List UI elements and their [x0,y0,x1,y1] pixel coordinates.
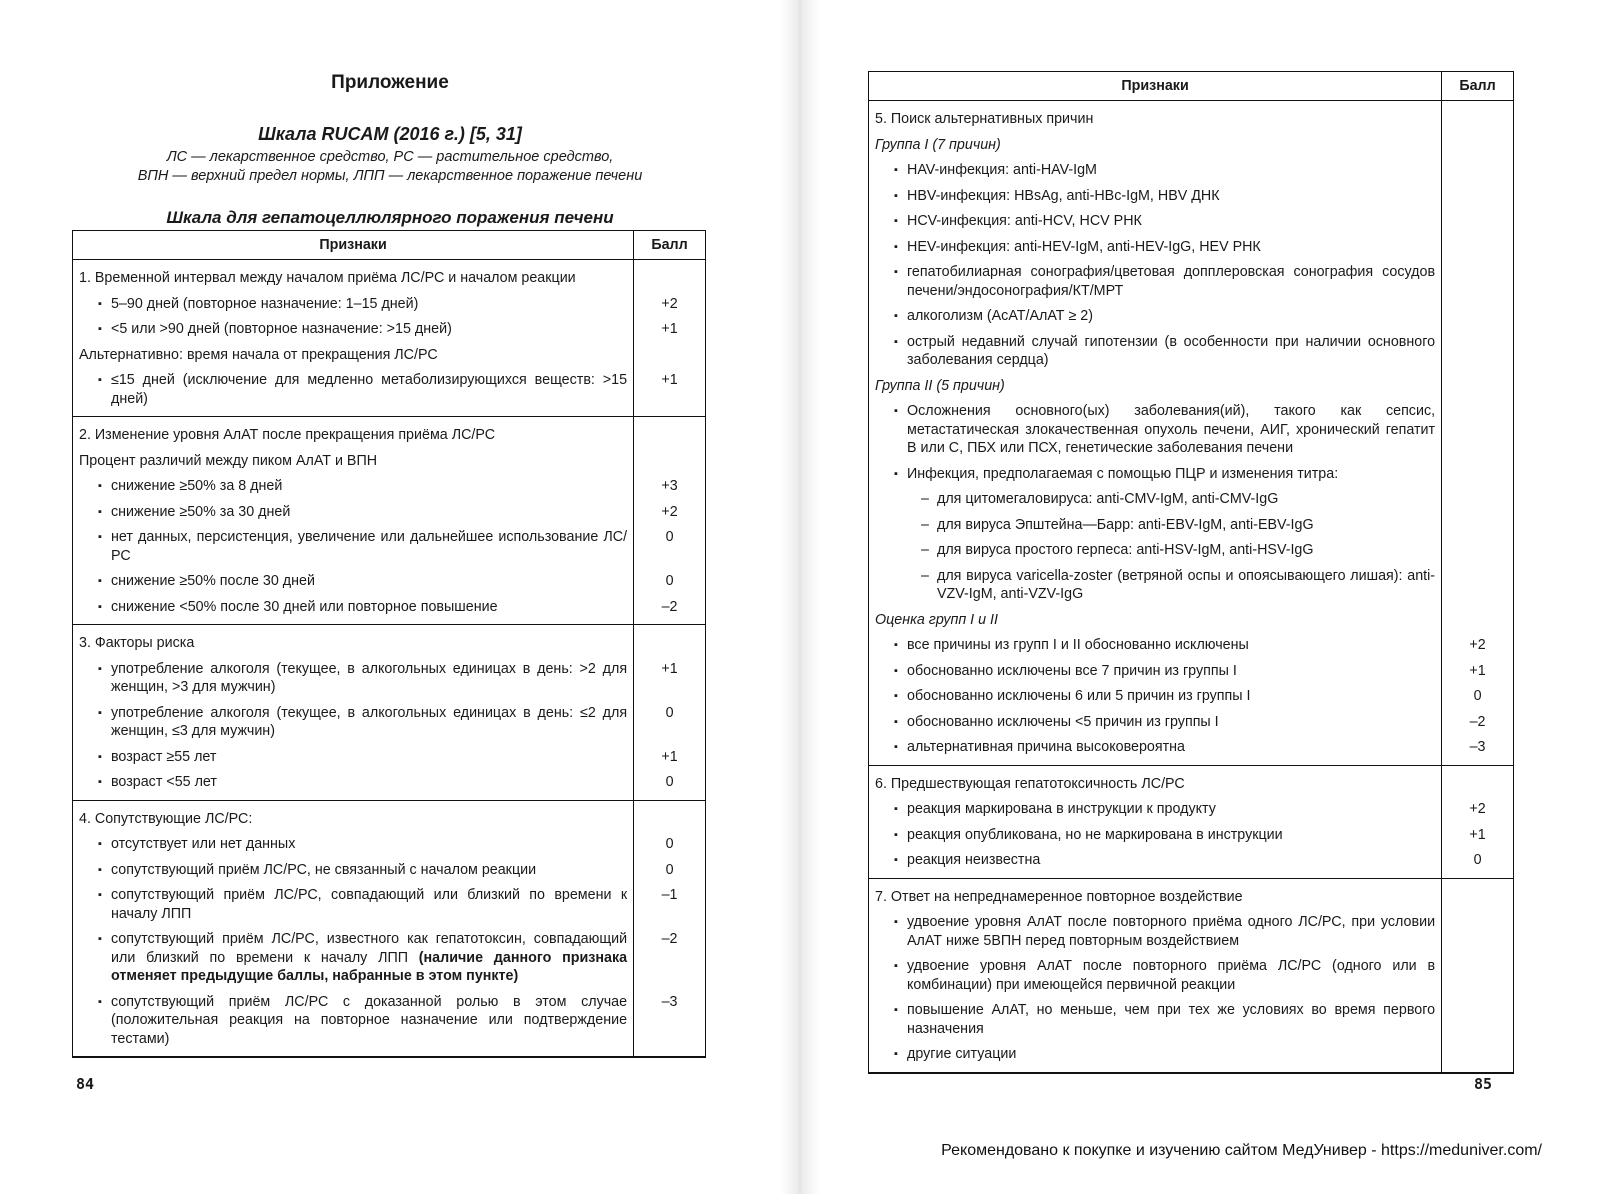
score-value: +2 [661,503,678,520]
criterion-subitem [875,564,1435,608]
score-value [1442,158,1513,184]
score-value [1442,910,1513,954]
score-value: –2 [661,931,678,947]
criterion-group [869,101,1514,766]
criterion-item [875,330,1435,374]
criterion-text: HAV-инфекция: anti-HAV-IgM [907,162,1097,178]
score-value: –3 [1469,739,1486,755]
score-value [1442,487,1513,513]
criterion-item [875,399,1435,462]
criterion-item [875,260,1435,304]
score-cell [634,625,706,801]
score-value [1442,260,1513,304]
criterion-cell [73,625,634,801]
score-value: –1 [661,887,678,903]
criterion-text: сопутствующий приём ЛС/РС, не связанный с началом реакции [111,861,537,878]
criterion-heading [875,107,1435,133]
criterion-text: Группа I (7 причин) [875,136,1001,153]
criterion-item [875,184,1435,210]
criterion-text: снижение ≥50% за 8 дней [111,478,283,494]
criterion-text: для вируса простого герпеса: anti-HSV-IgM, anti-HSV-IgG [937,542,1314,558]
abbreviations [70,148,710,186]
score-value: 0 [1473,852,1482,868]
criterion-text: сопутствующий приём ЛС/РС, известного как гепатотоксин, совпадающий или близкий по времени к началу ЛПП [111,931,628,966]
score-value [1442,133,1513,159]
table-title: Шкала для гепатоцеллюлярного поражения печени [166,208,614,227]
score-cell [634,260,706,417]
score-value: +1 [661,321,678,337]
score-cell [1442,878,1514,1073]
criterion-group [73,625,706,801]
score-value [1442,538,1513,564]
criterion-item [79,858,627,884]
score-value: +1 [1469,662,1486,679]
criterion-subitem [875,538,1435,564]
criterion-cell [73,417,634,625]
criterion-text: возраст ≥55 лет [111,748,217,765]
criterion-item [875,954,1435,998]
criterion-text: обоснованно исключены 6 или 5 причин из группы I [907,688,1251,704]
score-value: +3 [661,478,678,494]
score-value: –3 [661,993,678,1010]
score-value [1442,235,1513,261]
page-number: 84 [76,1075,95,1093]
book-gutter [780,0,820,1194]
score-value [634,343,705,369]
criterion-note: (наличие данного признака отменяет предыдущие баллы, набранные в этом пункте) [111,949,628,984]
criterion-text: <5 или >90 дней (повторное назначение: >15 дней) [111,321,452,337]
criterion-text: 3. Факторы риска [79,635,195,651]
criterion-text: Инфекция, предполагаемая с помощью ПЦР и изменения титра: [907,465,1339,482]
criterion-text: возраст <55 лет [111,774,217,790]
score-value [1442,399,1513,462]
criterion-text: 4. Сопутствующие ЛС/РС: [79,810,253,827]
criterion-item [79,317,627,343]
criterion-item [875,735,1435,761]
column-header-signs: Признаки [73,231,634,260]
criterion-item [79,525,627,569]
score-cell [634,800,706,1057]
criterion-text: снижение <50% после 30 дней или повторное повышение [111,598,498,615]
criterion-group [73,800,706,1057]
criterion-text: отсутствует или нет данных [111,836,296,852]
criterion-heading [79,631,627,657]
criterion-cell [869,765,1442,878]
criterion-text: 1. Временной интервал между началом приёма ЛС/РС и началом реакции [79,270,576,286]
criterion-text: Альтернативно: время начала от прекращения ЛС/РС [79,346,438,363]
criterion-heading [875,608,1435,634]
criterion-text: реакция маркирована в инструкции к продукту [907,801,1216,817]
criterion-text: острый недавний случай гипотензии (в особенности при наличии основного заболевания сердца) [907,333,1436,368]
abbreviations-line-1: ЛС — лекарственное средство, РС — растительное средство, [166,149,614,165]
abbreviations-line-2: ВПН — верхний предел нормы, ЛПП — лекарственное поражение печени [137,168,643,184]
criterion-heading [79,266,627,292]
criterion-item [79,927,627,990]
score-value [634,266,705,292]
criterion-text: для цитомегаловируса: anti-CMV-IgM, anti-CMV-IgG [937,491,1279,507]
column-header-score: Балл [634,231,706,260]
score-value [1442,304,1513,330]
criterion-text: обоснованно исключены все 7 причин из группы I [907,662,1237,679]
score-value: 0 [665,529,674,545]
criterion-item [875,823,1435,849]
criterion-text: все причины из групп I и II обоснованно исключены [907,637,1249,653]
criterion-item [875,710,1435,736]
criterion-item [875,910,1435,954]
criterion-item [79,832,627,858]
criterion-group [869,765,1514,878]
score-value: –2 [661,598,678,615]
criterion-subitem [875,513,1435,539]
score-value [1442,885,1513,911]
criterion-text: Осложнения основного(ых) заболевания(ий), такого как сепсис, метастатическая злокачественная опухоль печени, АИГ, хронический гепатит B или C, ПБХ или ПСХ, генетические заболевания печени [907,403,1436,456]
criterion-text: снижение ≥50% за 30 дней [111,503,291,520]
score-value [634,631,705,657]
criterion-item [79,474,627,500]
rucam-table-right [868,71,1514,1074]
score-cell [1442,765,1514,878]
page-number: 85 [1474,1075,1493,1093]
criterion-cell [869,878,1442,1073]
right-page [820,0,1600,1194]
criterion-item [79,883,627,927]
score-value: 0 [665,704,674,721]
criterion-text: HBV-инфекция: HBsAg, anti-HBc-IgM, HBV ДНК [907,187,1220,204]
criterion-text: нет данных, персистенция, увеличение или дальнейшее использование ЛС/РС [111,529,628,564]
criterion-text: для вируса Эпштейна—Барр: anti-EBV-IgM, anti-EBV-IgG [937,516,1314,533]
criterion-item [79,770,627,796]
criterion-text: для вируса varicella-zoster (ветряной оспы и опоясывающего лишая): anti-VZV-IgM, anti-VZV-IgG [937,567,1436,602]
score-cell [634,417,706,625]
criterion-item [875,304,1435,330]
criterion-heading [875,772,1435,798]
criterion-item [875,684,1435,710]
score-value: +1 [661,748,678,765]
criterion-text: удвоение уровня АлАТ после повторного приёма одного ЛС/РС, при условии АлАТ ниже 5ВПН перед повторным воздействием [907,914,1436,949]
criterion-item [875,158,1435,184]
criterion-text: 2. Изменение уровня АлАТ после прекращения приёма ЛС/РС [79,427,496,443]
score-value [1442,513,1513,539]
criterion-item [79,368,627,412]
criterion-item [79,657,627,701]
criterion-item [875,462,1435,488]
criterion-item [875,209,1435,235]
criterion-text: Оценка групп I и II [875,611,998,628]
score-value: 0 [665,861,674,878]
score-value [1442,462,1513,488]
score-value: +2 [1469,637,1486,653]
score-value [1442,107,1513,133]
score-value: +1 [661,660,678,677]
criterion-text: Группа II (5 причин) [875,377,1005,394]
score-value [1442,564,1513,608]
criterion-heading [875,133,1435,159]
left-page [0,0,780,1194]
criterion-item [875,633,1435,659]
criterion-text: ≤15 дней (исключение для медленно метаболизирующихся веществ: >15 дней) [111,372,628,407]
criterion-text: алкоголизм (АсАТ/АлАТ ≥ 2) [907,308,1093,324]
criterion-text: 5–90 дней (повторное назначение: 1–15 дней) [111,295,419,312]
criterion-group [73,260,706,417]
criterion-heading [875,885,1435,911]
score-value [1442,1042,1513,1068]
score-value [1442,374,1513,400]
footer-note: Рекомендовано к покупке и изучению сайтом МедУнивер - https://meduniver.com/ [941,1142,1542,1159]
score-value: 0 [665,573,674,589]
score-value: +2 [661,295,678,312]
criterion-item [875,1042,1435,1068]
criterion-item [875,998,1435,1042]
score-value [634,807,705,833]
criterion-text: другие ситуации [907,1046,1017,1062]
criterion-text: употребление алкоголя (текущее, в алкогольных единицах в день: >2 для женщин, >3 для мужчин) [111,660,628,695]
criterion-text: HCV-инфекция: anti-HCV, HCV РНК [907,213,1142,229]
criterion-heading [79,807,627,833]
criterion-text: 6. Предшествующая гепатотоксичность ЛС/РС [875,775,1185,792]
criterion-cell [869,101,1442,766]
criterion-item [875,659,1435,685]
criterion-heading [875,374,1435,400]
criterion-item [79,292,627,318]
criterion-text: сопутствующий приём ЛС/РС, совпадающий или близкий по времени к началу ЛПП [111,887,628,922]
score-cell [1442,101,1514,766]
criterion-cell [73,260,634,417]
score-value: 0 [665,774,674,790]
criterion-text: гепатобилиарная сонография/цветовая допплеровская сонография сосудов печени/эндосонография/КТ/МРТ [907,264,1436,299]
score-value: –2 [1469,713,1486,730]
criterion-text: альтернативная причина высоковероятна [907,739,1185,755]
criterion-text: HEV-инфекция: anti-HEV-IgM, anti-HEV-IgG, HEV РНК [907,238,1261,255]
page-title: Приложение [331,72,449,93]
score-value [1442,608,1513,634]
score-value: 0 [665,836,674,852]
score-value: 0 [1473,688,1482,704]
criterion-item [79,569,627,595]
score-value [1442,954,1513,998]
criterion-text: обоснованно исключены <5 причин из группы I [907,713,1219,730]
score-value: +1 [661,372,678,388]
criterion-text: удвоение уровня АлАТ после повторного приёма ЛС/РС (одного или в комбинации) при имеющейся первичной реакции [907,958,1436,993]
score-value [634,449,705,475]
score-value [1442,330,1513,374]
column-header-score: Балл [1442,72,1514,101]
criterion-text: реакция опубликована, но не маркирована в инструкции [907,826,1283,843]
column-header-signs: Признаки [869,72,1442,101]
score-value [1442,998,1513,1042]
criterion-text: 5. Поиск альтернативных причин [875,111,1094,127]
criterion-heading [79,343,627,369]
scale-title: Шкала RUCAM (2016 г.) [5, 31] [258,124,522,144]
criterion-subitem [875,487,1435,513]
criterion-text: сопутствующий приём ЛС/РС с доказанной ролью в этом случае (положительная реакция на повторное назначение или подтверждение тестами) [111,993,628,1047]
rucam-table-left [72,230,706,1058]
criterion-heading [79,449,627,475]
criterion-item [79,500,627,526]
score-value [1442,184,1513,210]
criterion-group [73,417,706,625]
criterion-item [79,990,627,1053]
criterion-item [79,745,627,771]
criterion-group [869,878,1514,1073]
criterion-text: Процент различий между пиком АлАТ и ВПН [79,452,378,469]
criterion-item [875,797,1435,823]
criterion-text: употребление алкоголя (текущее, в алкогольных единицах в день: ≤2 для женщин, ≤3 для мужчин) [111,704,628,739]
criterion-text: повышение АлАТ, но меньше, чем при тех же условиях во время первого назначения [907,1002,1436,1037]
score-value [1442,772,1513,798]
criterion-cell [73,800,634,1057]
score-value [634,423,705,449]
criterion-text: реакция неизвестна [907,852,1041,868]
score-value [1442,209,1513,235]
criterion-item [875,848,1435,874]
score-value: +2 [1469,801,1486,817]
score-value: +1 [1469,826,1486,843]
criterion-text: 7. Ответ на непреднамеренное повторное воздействие [875,888,1243,905]
criterion-item [79,701,627,745]
criterion-item [79,595,627,621]
criterion-text: снижение ≥50% после 30 дней [111,573,315,589]
criterion-item [875,235,1435,261]
criterion-heading [79,423,627,449]
